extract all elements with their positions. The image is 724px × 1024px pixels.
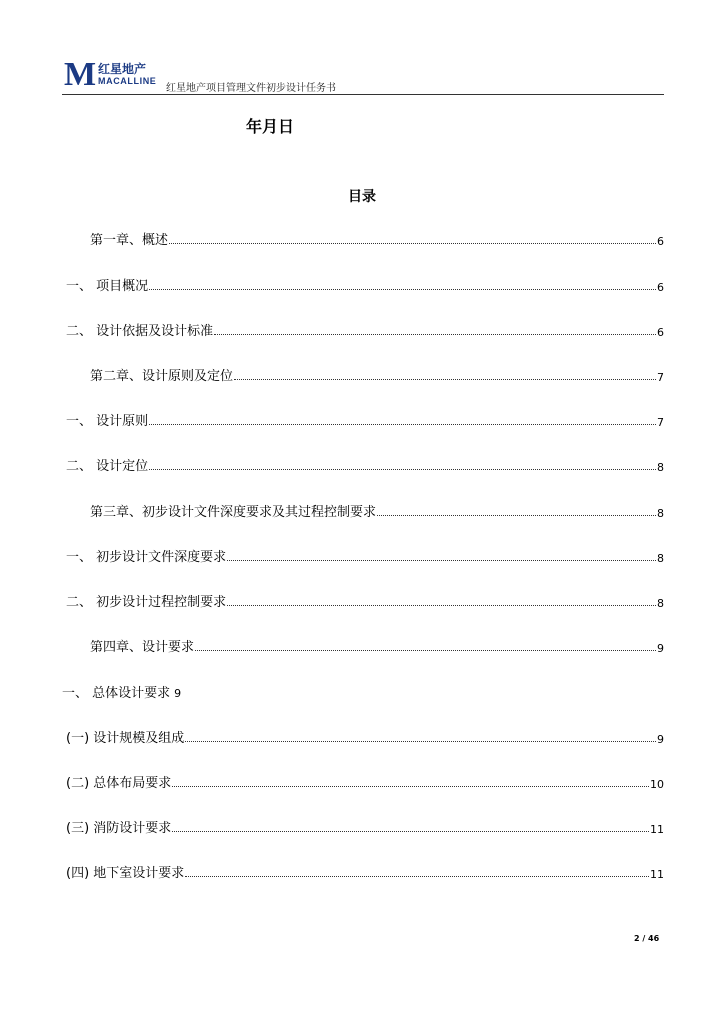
- toc-entry-label: 二、 设计定位: [66, 459, 149, 474]
- toc-leader-dots: [172, 830, 649, 832]
- toc-heading: 目录: [348, 189, 376, 205]
- toc-entry-label: 一、 总体设计要求: [62, 686, 171, 701]
- date-line: 年月日: [246, 117, 295, 136]
- toc-leader-dots: [169, 242, 656, 244]
- toc-entry-label: 二、 设计依据及设计标准: [66, 324, 214, 339]
- toc-entry-page: 11: [650, 823, 664, 836]
- toc-entry-page: 6: [657, 326, 664, 339]
- toc-entry[interactable]: [66, 771, 664, 791]
- toc-entry-label: 第三章、初步设计文件深度要求及其过程控制要求: [90, 505, 377, 520]
- logo-letter: M: [64, 56, 97, 93]
- toc-leader-dots: [234, 378, 656, 380]
- toc-entry[interactable]: [90, 228, 664, 248]
- toc-entry-page: 10: [650, 778, 664, 791]
- toc-entry-page: 6: [657, 235, 664, 248]
- toc-entry[interactable]: [90, 364, 664, 384]
- toc-entry-page: 8: [657, 507, 664, 520]
- toc-leader-dots: [185, 740, 656, 742]
- toc-leader-dots: [172, 785, 649, 787]
- toc-entry-label: 一、 项目概况: [66, 279, 149, 294]
- toc-entry-label: (三) 消防设计要求: [66, 821, 172, 836]
- toc-entry-label: 第四章、设计要求: [90, 640, 195, 655]
- header-title: 红星地产项目管理文件初步设计任务书: [166, 83, 336, 94]
- toc-entry[interactable]: [66, 454, 664, 474]
- toc-leader-dots: [214, 333, 656, 335]
- toc-leader-dots: [227, 604, 656, 606]
- toc-entry-label: (一) 设计规模及组成: [66, 731, 185, 746]
- toc-leader-dots: [149, 468, 656, 470]
- toc-leader-dots: [227, 559, 656, 561]
- toc-entry-label: (二) 总体布局要求: [66, 776, 172, 791]
- toc-entry[interactable]: [90, 500, 664, 520]
- toc-entry-page: 9: [174, 687, 182, 700]
- toc-entry-page: 6: [657, 281, 664, 294]
- toc-entry-page: 7: [657, 371, 664, 384]
- toc-entry-label: 第二章、设计原则及定位: [90, 369, 234, 384]
- toc-entry-label: 第一章、概述: [90, 233, 169, 248]
- toc-entry-label: 一、 初步设计文件深度要求: [66, 550, 227, 565]
- toc-entry-label: (四) 地下室设计要求: [66, 866, 185, 881]
- toc-entry[interactable]: [66, 816, 664, 836]
- toc-entry[interactable]: [62, 682, 181, 701]
- toc-entry-page: 8: [657, 552, 664, 565]
- page-indicator: 2 / 46: [634, 934, 660, 943]
- toc-entry-page: 8: [657, 597, 664, 610]
- toc-entry-page: 9: [657, 733, 664, 746]
- toc-entry[interactable]: [66, 319, 664, 339]
- toc-entry-page: 11: [650, 868, 664, 881]
- toc-leader-dots: [195, 649, 656, 651]
- toc-entry[interactable]: [66, 590, 664, 610]
- toc-entry[interactable]: [66, 409, 664, 429]
- toc-entry-label: 一、 设计原则: [66, 414, 149, 429]
- toc-leader-dots: [149, 288, 656, 290]
- toc-entry[interactable]: [90, 635, 664, 655]
- toc-entry-page: 7: [657, 416, 664, 429]
- toc-entry-page: 9: [657, 642, 664, 655]
- toc-entry-page: 8: [657, 461, 664, 474]
- page-header: [62, 58, 664, 95]
- logo-chinese-name: 红星地产: [98, 62, 147, 76]
- toc-leader-dots: [149, 423, 656, 425]
- toc-entry[interactable]: [66, 545, 664, 565]
- toc-entry[interactable]: [66, 726, 664, 746]
- toc-leader-dots: [185, 875, 649, 877]
- toc-entry[interactable]: [66, 861, 664, 881]
- toc-entry-label: 二、 初步设计过程控制要求: [66, 595, 227, 610]
- toc-leader-dots: [377, 514, 656, 516]
- logo-english-name: MACALLINE: [98, 76, 157, 86]
- toc-entry[interactable]: [66, 274, 664, 294]
